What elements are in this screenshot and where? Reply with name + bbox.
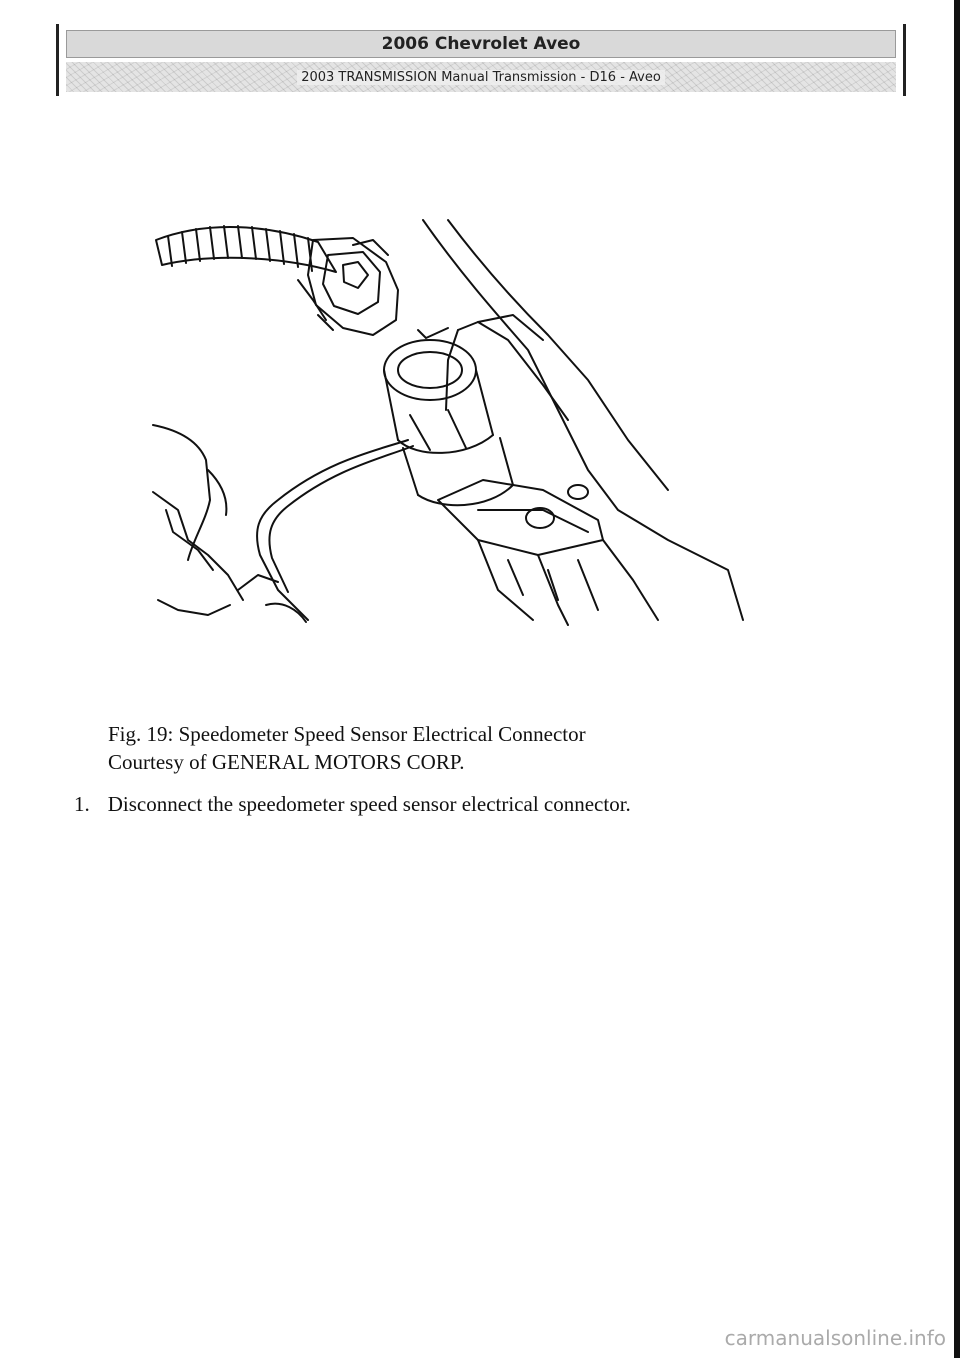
figure-caption-title: Fig. 19: Speedometer Speed Sensor Electrical Connector	[108, 722, 586, 746]
speed-sensor-connector-illustration	[148, 210, 758, 630]
header-title: 2006 Chevrolet Aveo	[66, 30, 896, 58]
figure-caption-credit: Courtesy of GENERAL MOTORS CORP.	[108, 750, 465, 774]
header-subtitle-bar	[66, 62, 896, 92]
step-number: 1.	[74, 792, 90, 816]
page-header	[56, 24, 906, 96]
header-subtitle: 2003 TRANSMISSION Manual Transmission - D16 - Aveo	[297, 70, 665, 85]
step-text: Disconnect the speedometer speed sensor electrical connector.	[107, 792, 631, 816]
figure-caption	[108, 720, 586, 776]
header-left-rule	[56, 24, 59, 96]
procedure-step	[74, 790, 631, 818]
site-watermark: carmanualsonline.info	[724, 1326, 946, 1350]
header-right-rule	[903, 24, 906, 96]
page-edge-border	[954, 0, 960, 1358]
